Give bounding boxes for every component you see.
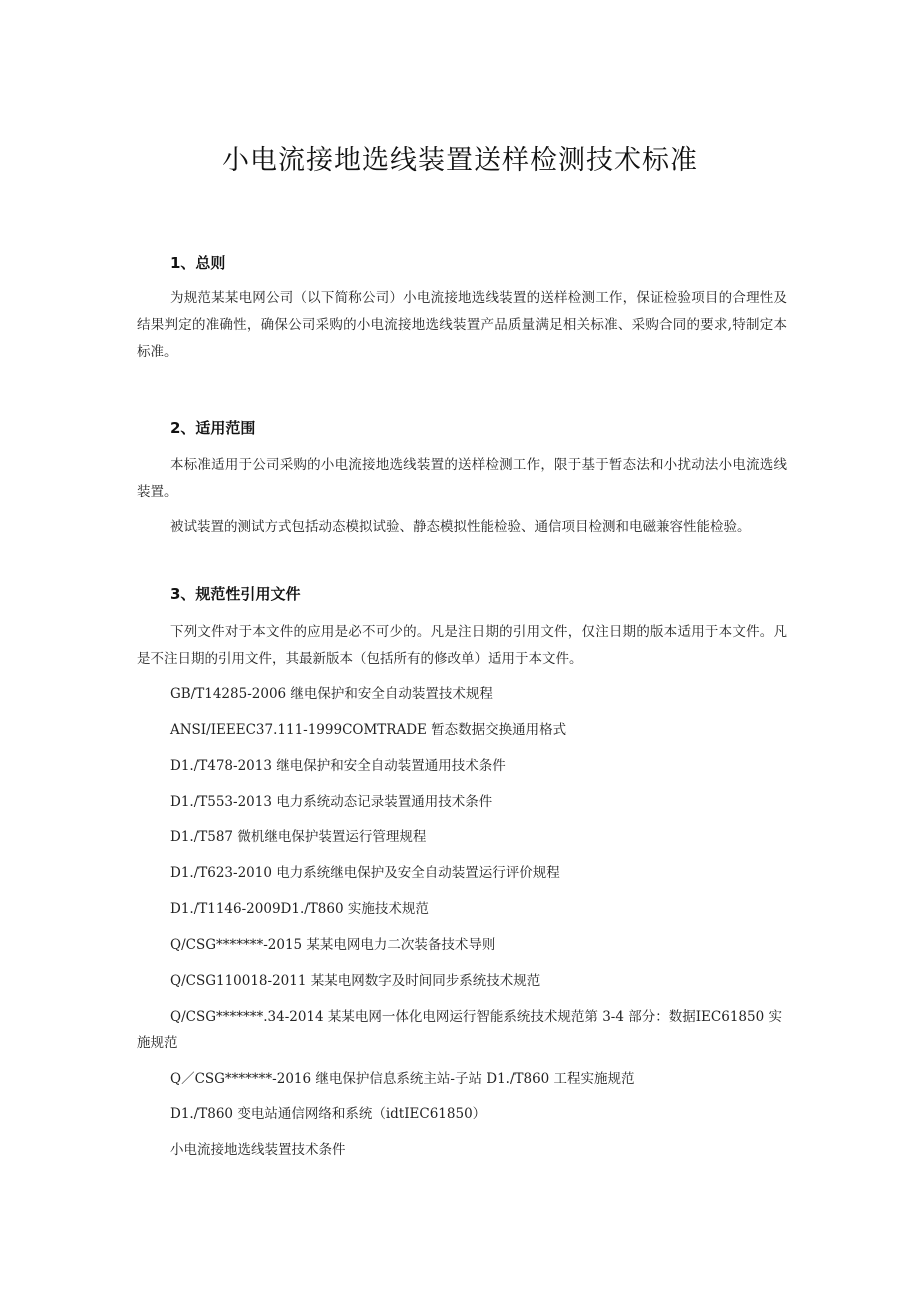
reference-item: D1./T553-2013 电力系统动态记录装置通用技术条件 [170, 794, 493, 810]
reference-item: D1./T623-2010 电力系统继电保护及安全自动装置运行评价规程 [170, 865, 560, 881]
reference-item: ANSI/IEEEC37.111-1999COMTRADE 暂态数据交换通用格式 [170, 722, 567, 738]
reference-item: Q/CSG110018-2011 某某电网数字及时间同步系统技术规范 [170, 973, 541, 989]
section-2-paragraph-2: 被试装置的测试方式包括动态模拟试验、静态模拟性能检验、通信项目检测和电磁兼容性能检验。 [170, 519, 751, 535]
section-heading-1: 1、总则 [170, 254, 226, 272]
section-1-paragraph: 为规范某某电网公司（以下简称公司）小电流接地选线装置的送样检测工作，保证检验项目的合理性及结果判定的准确性，确保公司采购的小电流接地选线装置产品质量满足相关标准、采购合同的要求,特制定本标准。 [137, 290, 787, 360]
reference-item: Q/CSG*******.34-2014 某某电网一体化电网运行智能系统技术规范第 3-4 部分：数据IEC61850 实施规范 [137, 1009, 782, 1051]
reference-item: D1./T478-2013 继电保护和安全自动装置通用技术条件 [170, 758, 506, 774]
reference-item: Q/CSG*******-2015 某某电网电力二次装备技术导则 [170, 937, 496, 953]
section-heading-3: 3、规范性引用文件 [170, 585, 301, 603]
document-title: 小电流接地选线装置送样检测技术标准 [222, 145, 698, 176]
section-2-paragraph-1: 本标准适用于公司采购的小电流接地选线装置的送样检测工作，限于基于暂态法和小扰动法小电流选线装置。 [137, 457, 787, 500]
reference-item: D1./T1146-2009D1./T860 实施技术规范 [170, 901, 429, 917]
reference-item: D1./T860 变电站通信网络和系统（idtIEC61850） [170, 1106, 487, 1122]
section-heading-2: 2、适用范围 [170, 419, 256, 437]
reference-item: 小电流接地选线装置技术条件 [170, 1142, 346, 1158]
section-3-paragraph: 下列文件对于本文件的应用是必不可少的。凡是注日期的引用文件，仅注日期的版本适用于本文件。凡是不注日期的引用文件，其最新版本（包括所有的修改单）适用于本文件。 [137, 624, 787, 667]
reference-item: D1./T587 微机继电保护装置运行管理规程 [170, 829, 427, 845]
reference-item: Q／CSG*******-2016 继电保护信息系统主站-子站 D1./T860 工程实施规范 [170, 1071, 635, 1087]
reference-item: GB/T14285-2006 继电保护和安全自动装置技术规程 [170, 686, 493, 702]
